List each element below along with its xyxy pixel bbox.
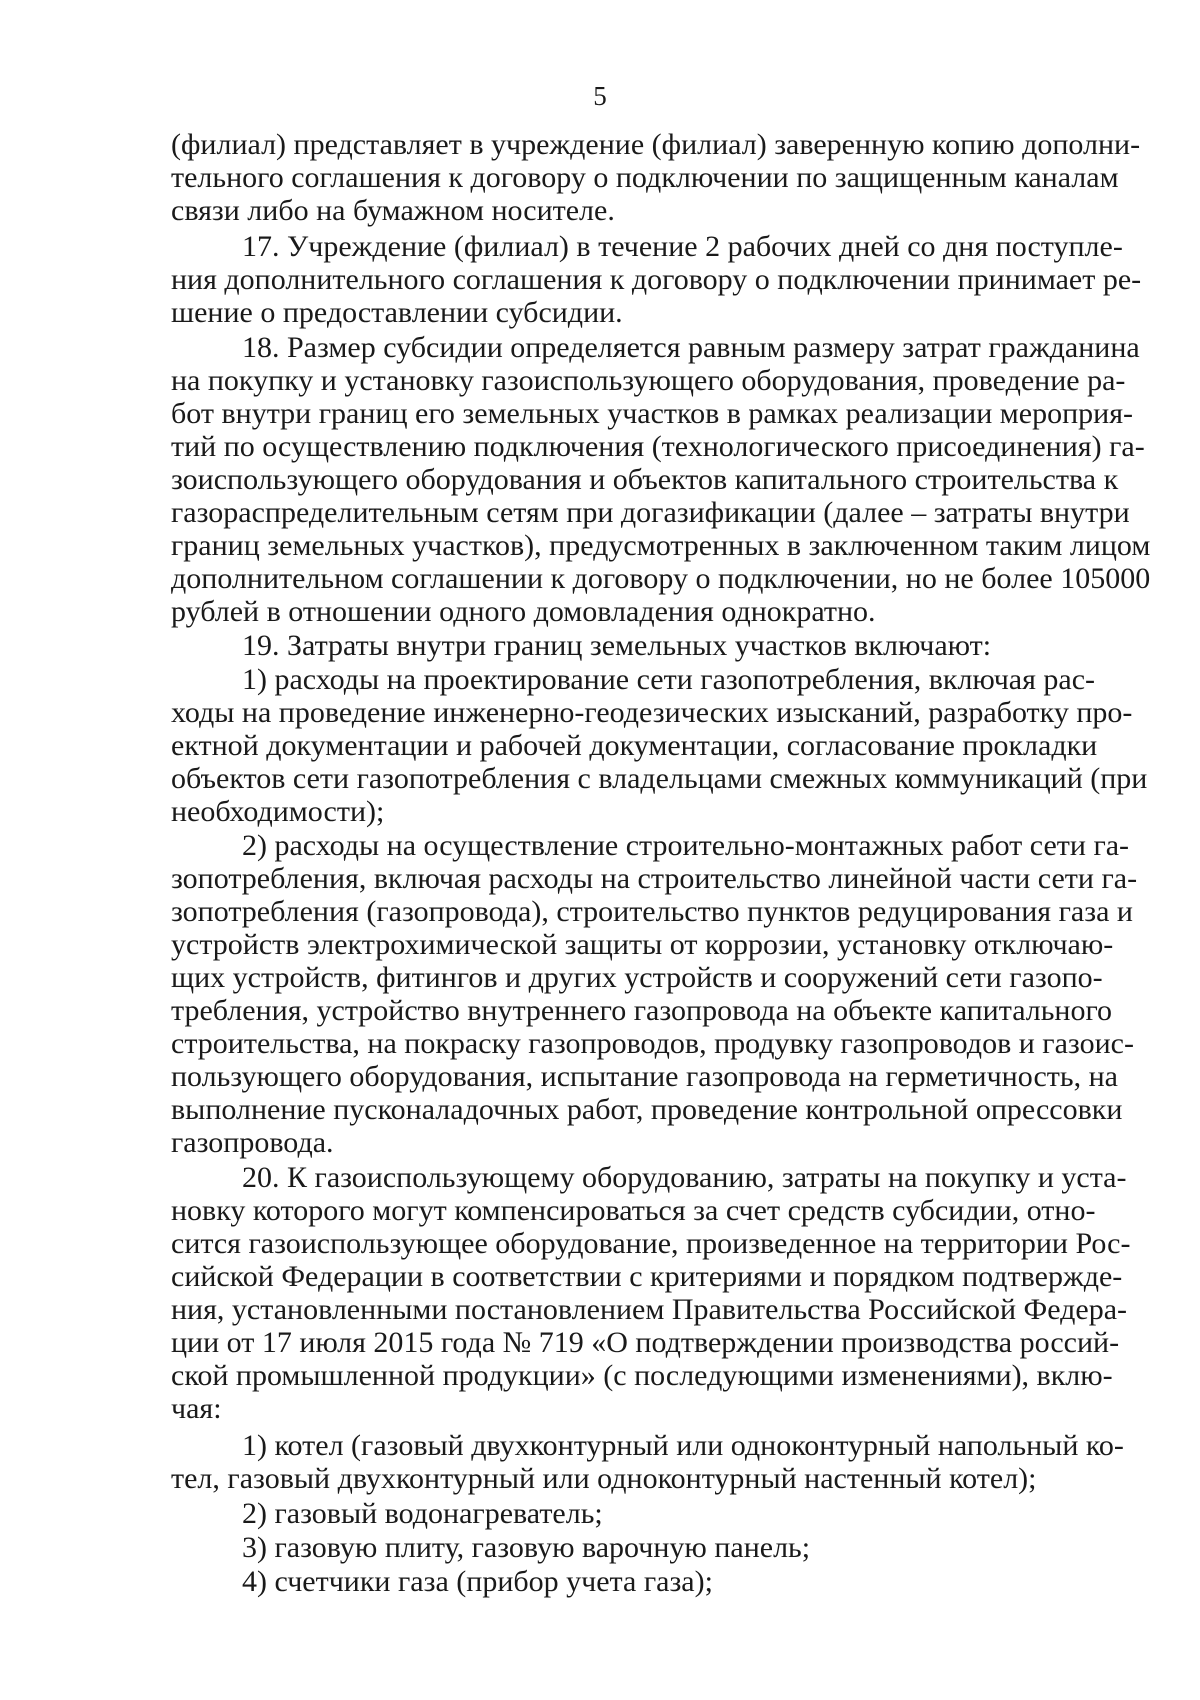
text-line: объектов сети газопотребления с владельцами смежных коммуникаций (при: [171, 762, 1148, 795]
text-line: газопровода.: [171, 1126, 334, 1159]
text-line: ходы на проведение инженерно-геодезических изысканий, разработку про-: [171, 696, 1133, 729]
text-line: рублей в отношении одного домовладения однократно.: [171, 595, 876, 628]
text-line: чая:: [171, 1392, 222, 1425]
text-line: ния, установленными постановлением Правительства Российской Федера-: [171, 1293, 1128, 1326]
text-line: 2) газовый водонагреватель;: [242, 1497, 603, 1530]
text-line: ции от 17 июля 2015 года № 719 «О подтверждении производства россий-: [171, 1326, 1120, 1359]
text-line: сийской Федерации в соответствии с критериями и порядком подтвержде-: [171, 1260, 1123, 1293]
text-line: пользующего оборудования, испытание газопровода на герметичность, на: [171, 1060, 1118, 1093]
text-line: связи либо на бумажном носителе.: [171, 194, 615, 227]
text-line: 1) котел (газовый двухконтурный или одноконтурный напольный ко-: [242, 1429, 1124, 1462]
text-line: зопотребления, включая расходы на строительство линейной части сети га-: [171, 862, 1138, 895]
text-line: 2) расходы на осуществление строительно-монтажных работ сети га-: [242, 829, 1130, 862]
text-line: ния дополнительного соглашения к договору о подключении принимает ре-: [171, 263, 1142, 296]
text-line: 4) счетчики газа (прибор учета газа);: [242, 1565, 713, 1598]
text-line: газораспределительным сетям при догазификации (далее – затраты внутри: [171, 496, 1130, 529]
text-line: на покупку и установку газоиспользующего оборудования, проведение ра-: [171, 364, 1126, 397]
text-line: зоиспользующего оборудования и объектов капитального строительства к: [171, 463, 1119, 496]
text-line: 3) газовую плиту, газовую варочную панель;: [242, 1531, 811, 1564]
text-line: дополнительном соглашении к договору о подключении, но не более 105000: [171, 562, 1151, 595]
text-line: необходимости);: [171, 795, 385, 828]
text-line: (филиал) представляет в учреждение (филиал) заверенную копию дополни-: [171, 128, 1141, 161]
text-line: ектной документации и рабочей документации, согласование прокладки: [171, 729, 1098, 762]
text-line: новку которого могут компенсироваться за счет средств субсидии, отно-: [171, 1194, 1096, 1227]
text-line: 18. Размер субсидии определяется равным размеру затрат гражданина: [242, 331, 1140, 364]
text-line: выполнение пусконаладочных работ, проведение контрольной опрессовки: [171, 1093, 1123, 1126]
text-line: сится газоиспользующее оборудование, произведенное на территории Рос-: [171, 1227, 1131, 1260]
page-number: 5: [593, 81, 607, 111]
text-line: зопотребления (газопровода), строительство пунктов редуцирования газа и: [171, 895, 1133, 928]
text-line: устройств электрохимической защиты от коррозии, установку отключаю-: [171, 928, 1114, 961]
text-line: 19. Затраты внутри границ земельных участков включают:: [242, 629, 992, 662]
text-line: 17. Учреждение (филиал) в течение 2 рабочих дней со дня поступле-: [242, 230, 1123, 263]
text-line: щих устройств, фитингов и других устройств и сооружений сети газопо-: [171, 961, 1103, 994]
text-line: ской промышленной продукции» (с последующими изменениями), вклю-: [171, 1359, 1113, 1392]
text-line: границ земельных участков), предусмотренных в заключенном таким лицом: [171, 529, 1151, 562]
text-line: тий по осуществлению подключения (технологического присоединения) га-: [171, 430, 1145, 463]
text-line: строительства, на покраску газопроводов, продувку газопроводов и газоис-: [171, 1027, 1134, 1060]
text-line: тел, газовый двухконтурный или одноконтурный настенный котел);: [171, 1462, 1037, 1495]
text-line: требления, устройство внутреннего газопровода на объекте капитального: [171, 994, 1113, 1027]
text-line: 20. К газоиспользующему оборудованию, затраты на покупку и уста-: [242, 1161, 1127, 1194]
text-line: шение о предоставлении субсидии.: [171, 296, 623, 329]
text-line: бот внутри границ его земельных участков в рамках реализации мероприя-: [171, 397, 1133, 430]
text-line: 1) расходы на проектирование сети газопотребления, включая рас-: [242, 663, 1096, 696]
text-line: тельного соглашения к договору о подключении по защищенным каналам: [171, 161, 1119, 194]
